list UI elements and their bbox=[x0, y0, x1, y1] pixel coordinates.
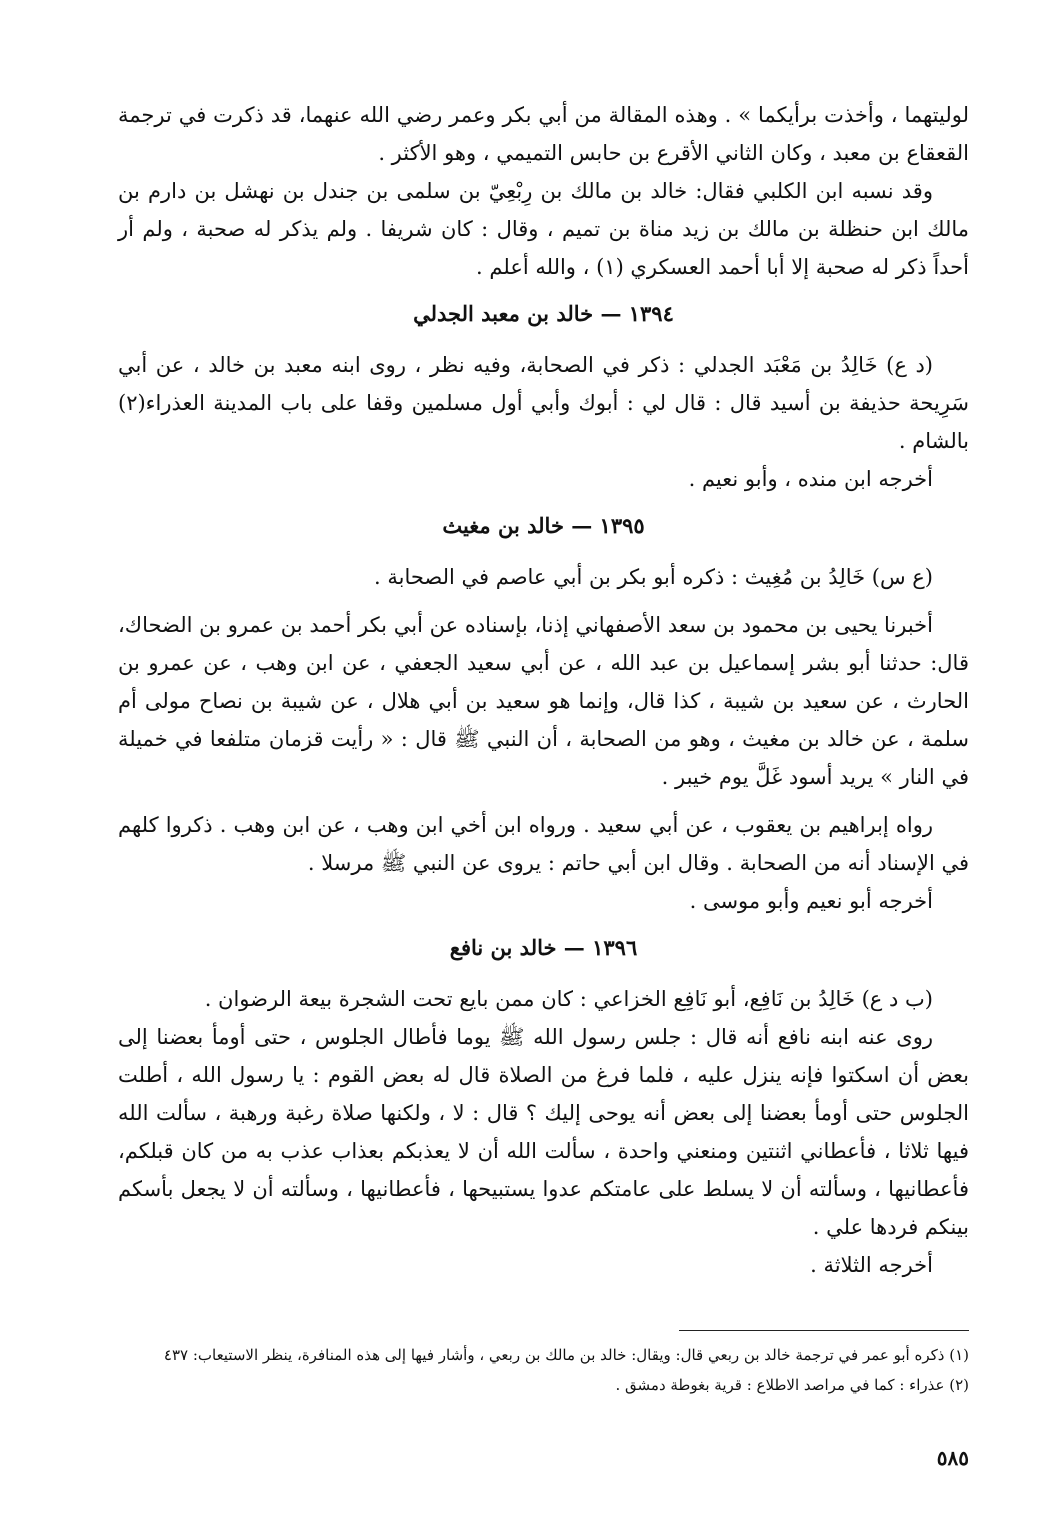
spacer bbox=[118, 596, 969, 606]
footnotes bbox=[118, 1340, 969, 1400]
paragraph: (ع س) خَالِدُ بن مُغِيث : ذكره أبو بكر بن أبي عاصم في الصحابة . bbox=[373, 565, 933, 589]
paragraph: أخبرنا يحيى بن محمود بن سعد الأصفهاني إذنا، بإسناده عن أبي بكر أحمد بن عمرو بن الضحاك، قال: حدثنا أبو بشر إسماعيل بن عبد الله ، عن أبي سعيد الجعفي ، عن ابن وهب ، عن عمرو بن الحارث ، عن سعيد بن شيبة ، كذا قال، وإنما هو سعيد بن أبي هلال ، عن شيبة بن نصاح مولى أم سلمة ، عن خالد بن مغيث ، وهو من الصحابة ، أن النبي ﷺ قال : « رأيت قزمان متلفعا في خميلة في النار » يريد أسود غَلَّ يوم خيبر . bbox=[118, 613, 969, 789]
paragraph: روى عنه ابنه نافع أنه قال : جلس رسول الله ﷺ يوما فأطال الجلوس ، حتى أومأ بعضنا إلى بعض أن اسكتوا فإنه ينزل عليه ، فلما فرغ من الصلاة قال له بعض القوم : يا رسول الله ، أطلت الجلوس حتى أومأ بعضنا إلى بعض أنه يوحى إليك ؟ قال : لا ، ولكنها صلاة رغبة ورهبة ، سألت الله فيها ثلاثا ، فأعطاني اثنتين ومنعني واحدة ، سألت الله أن لا يعذبكم بعذاب عذب به من كان قبلكم، فأعطانيها ، وسألته أن لا يسلط على عامتكم عدوا يستبيحها ، فأعطانيها ، وسألته أن لا يجعل بأسكم بينكم فردها علي . bbox=[118, 1025, 969, 1239]
paragraph: أخرجه الثلاثة . bbox=[810, 1253, 933, 1277]
footnote-divider bbox=[679, 1330, 969, 1331]
entry-heading: ١٣٩٥ — خالد بن مغيث bbox=[442, 513, 645, 538]
spacer bbox=[118, 796, 969, 806]
paragraph: رواه إبراهيم بن يعقوب ، عن أبي سعيد . ورواه ابن أخي ابن وهب ، عن ابن وهب . ذكروا كلهم في الإسناد أنه من الصحابة . وقال ابن أبي حاتم : يروى عن النبي ﷺ مرسلا . bbox=[118, 813, 969, 875]
paragraph: (د ع) خَالِدُ بن مَعْبَد الجدلي : ذكر في الصحابة، وفيه نظر ، روى ابنه معبد بن خالد ، عن أبي سَرِيحة حذيفة بن أسيد قال : قال لي : أبوك وأبي أول مسلمين وقفا على باب المدينة العذراء(٢) بالشام . bbox=[118, 353, 969, 453]
entry-heading: ١٣٩٦ — خالد بن نافع bbox=[449, 935, 638, 960]
paragraph: أخرجه ابن منده ، وأبو نعيم . bbox=[688, 467, 933, 491]
paragraph: لوليتهما ، وأخذت برأيكما » . وهذه المقالة من أبي بكر وعمر رضي الله عنهما، قد ذكرت في ترجمة القعقاع بن معبد ، وكان الثاني الأقرع بن حابس التميمي ، وهو الأكثر . bbox=[118, 103, 969, 165]
entry-heading: ١٣٩٤ — خالد بن معبد الجدلي bbox=[413, 301, 674, 326]
paragraph: أخرجه أبو نعيم وأبو موسى . bbox=[689, 889, 933, 913]
paragraph: (ب د ع) خَالِدُ بن نَافِع، أبو نَافِع الخزاعي : كان ممن بايع تحت الشجرة بيعة الرضوان . bbox=[204, 987, 933, 1011]
footnote: (١) ذكره أبو عمر في ترجمة خالد بن ربعي قال: ويقال: خالد بن مالك بن ربعي ، وأشار فيها إلى هذه المنافرة، ينظر الاستيعاب: ٤٣٧ bbox=[163, 1346, 969, 1364]
main-text bbox=[118, 96, 969, 1284]
footnote: (٢) عذراء : كما في مراصد الاطلاع : قرية بغوطة دمشق . bbox=[615, 1376, 969, 1394]
page-number: ٥٨٥ bbox=[936, 1446, 969, 1470]
paragraph: وقد نسبه ابن الكلبي فقال: خالد بن مالك بن رِبْعِيّ بن سلمى بن جندل بن نهشل بن دارم بن مالك ابن حنظلة بن مالك بن زيد مناة بن تميم ، وقال : كان شريفا . ولم يذكر له صحبة ، ولم أر أحداً ذكر له صحبة إلا أبا أحمد العسكري (١) ، والله أعلم . bbox=[118, 179, 969, 279]
